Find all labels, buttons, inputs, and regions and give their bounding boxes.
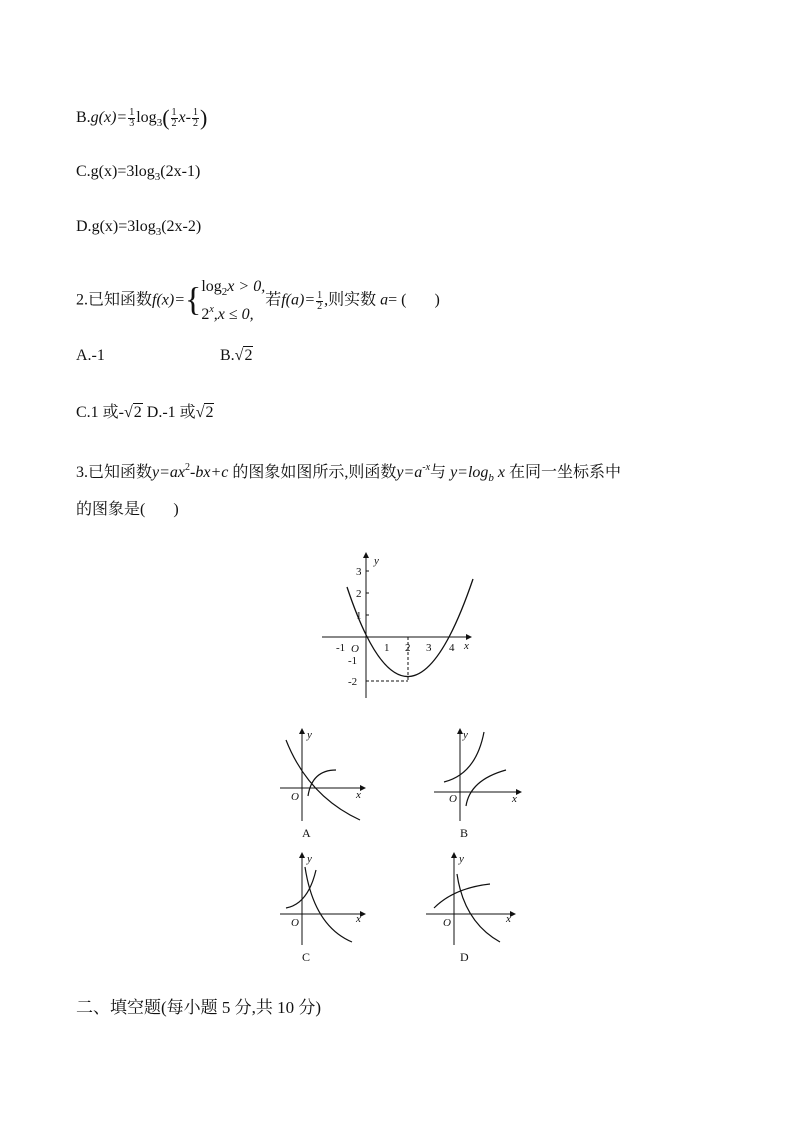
parabola-graph (318, 550, 478, 700)
option-1d: $D.g(x)=3\log_3(2x-2)$ (76, 218, 202, 238)
option-d-label: D (460, 950, 469, 964)
main-x-tick-3: 3 (426, 642, 432, 654)
option-2b: B.√2 (220, 347, 253, 364)
option-graph-d (424, 850, 524, 970)
option-1b-lhs: g(x)= (90, 109, 128, 127)
frac-half-b: $\frac{1}{2}$ (192, 107, 198, 129)
main-x-tick-4: 4 (449, 642, 455, 654)
option-1b: B.g(x)= $\frac{1}{3}$ $\log_3$( $\frac{1}{2}$ x- $\frac{1}{2}$ ) (76, 105, 208, 131)
option-b-x-label: x (512, 793, 517, 805)
option-d-y-label: y (459, 853, 464, 865)
option-2c: C.1 或-√2 (76, 404, 142, 421)
question-2-stem: 2.已知函数f(x)={ $\log_2x > 0$, $2^x,x \le 0$, 若f(a)= $\frac{1}{2}$ ,则实数 a= ( ) (76, 278, 440, 323)
main-y-tick-2: 2 (356, 588, 362, 600)
main-y-tick-neg1: -1 (348, 655, 358, 667)
piecewise-cases (201, 278, 265, 324)
option-c-y-label: y (307, 853, 312, 865)
option-a-origin: O (291, 791, 299, 803)
option-c-origin: O (291, 917, 299, 929)
main-origin: O (351, 643, 359, 655)
option-graph-b (432, 726, 524, 846)
question-3-line-2: 的图象是( ) (76, 501, 179, 518)
main-x-tick-1: 1 (384, 642, 390, 654)
frac-half: $\frac{1}{2}$ (317, 289, 323, 312)
sqrt-2: √2 (234, 347, 253, 364)
option-a-x-label: x (356, 789, 361, 801)
frac-half-a: $\frac{1}{2}$ (171, 107, 177, 129)
main-y-tick-neg2: -2 (348, 676, 358, 688)
option-d-x-label: x (506, 913, 511, 925)
frac-one-third: $\frac{1}{3}$ (129, 107, 135, 129)
option-1c: $C.g(x)=3\log_3(2x-1)$ (76, 163, 201, 183)
option-2cd (76, 403, 214, 423)
case-2: $2^x,x \le 0$, (201, 304, 254, 323)
option-c-x-label: x (356, 913, 361, 925)
main-x-tick-2: 2 (405, 642, 411, 654)
option-a-label: A (302, 826, 311, 840)
option-b-y-label: y (463, 729, 468, 741)
main-x-label: x (464, 640, 469, 652)
question-3-line-1: 3.已知函数$y=ax^2-bx+c$ 的图象如图所示,则函数$y=a^{-x}$与 $y=\log_b$ x 在同一坐标系中 (76, 462, 622, 484)
option-2d: D.-1 或√2 (146, 404, 214, 421)
case-1: $\log_2x > 0$, (201, 278, 266, 298)
main-x-tick-neg1: -1 (336, 642, 346, 654)
option-graph-c (278, 850, 368, 970)
option-graph-a (278, 726, 368, 846)
option-c-label: C (302, 950, 311, 964)
option-d-origin: O (443, 917, 451, 929)
piecewise-brace: { (185, 281, 202, 319)
main-y-tick-3: 3 (356, 566, 362, 578)
main-y-tick-1: 1 (356, 610, 362, 622)
main-y-label: y (374, 555, 379, 567)
option-b-label: B (460, 826, 469, 840)
section-2-title: 二、填空题(每小题 5 分,共 10 分) (76, 998, 322, 1017)
option-a-y-label: y (307, 729, 312, 741)
option-b-origin: O (449, 793, 457, 805)
option-2a: A.-1 (76, 347, 105, 364)
